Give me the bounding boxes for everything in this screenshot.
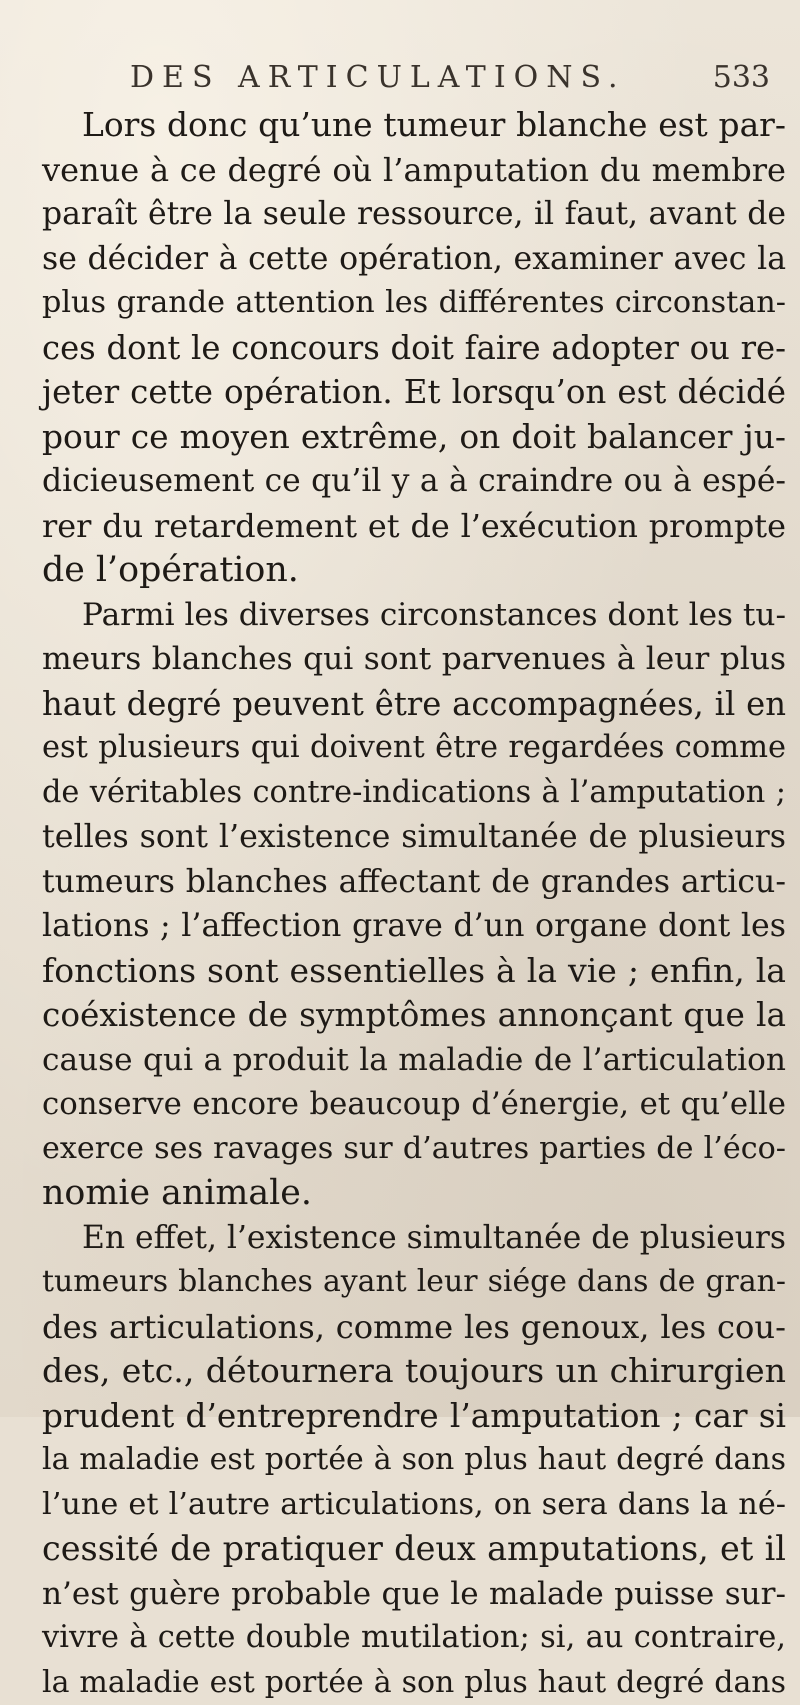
text-line: n’est guère probable que le malade puisse sur- bbox=[42, 1572, 786, 1617]
text-line: vivre à cette double mutilation; si, au contraire, bbox=[42, 1616, 786, 1661]
text-line: En effet, l’existence simultanée de plusieurs bbox=[42, 1216, 786, 1261]
text-line: la maladie est portée à son plus haut degré dans bbox=[42, 1661, 786, 1705]
page-number: 533 bbox=[713, 60, 770, 95]
text-line: fonctions sont essentielles à la vie ; enfin, la bbox=[42, 949, 786, 994]
text-line: exerce ses ravages sur d’autres parties de l’éco- bbox=[42, 1127, 786, 1172]
text-line: paraît être la seule ressource, il faut, avant de bbox=[42, 192, 786, 237]
paragraph bbox=[42, 1216, 786, 1705]
text-line: nomie animale. bbox=[42, 1171, 786, 1216]
text-line: cause qui a produit la maladie de l’articulation bbox=[42, 1038, 786, 1083]
text-line: de l’opération. bbox=[42, 548, 786, 593]
text-line: dicieusement ce qu’il y a à craindre ou à espé- bbox=[42, 459, 786, 504]
text-line: Lors donc qu’une tumeur blanche est par- bbox=[42, 103, 786, 148]
text-line: des, etc., détournera toujours un chirurgien bbox=[42, 1349, 786, 1394]
text-line: est plusieurs qui doivent être regardées comme bbox=[42, 726, 786, 771]
text-line: jeter cette opération. Et lorsqu’on est décidé bbox=[42, 370, 786, 415]
text-line: tumeurs blanches affectant de grandes articu- bbox=[42, 860, 786, 905]
text-line: Parmi les diverses circonstances dont les tu- bbox=[42, 593, 786, 638]
text-line: des articulations, comme les genoux, les cou- bbox=[42, 1305, 786, 1350]
text-line: venue à ce degré où l’amputation du membre bbox=[42, 148, 786, 193]
paragraph bbox=[42, 593, 786, 1216]
text-line: de véritables contre-indications à l’amputation ; bbox=[42, 771, 786, 816]
text-line: plus grande attention les différentes circonstan- bbox=[42, 281, 786, 326]
text-line: tumeurs blanches ayant leur siége dans de gran- bbox=[42, 1260, 786, 1305]
text-line: haut degré peuvent être accompagnées, il en bbox=[42, 682, 786, 727]
page-header bbox=[130, 60, 770, 100]
text-line: cessité de pratiquer deux amputations, et il bbox=[42, 1527, 786, 1572]
text-line: se décider à cette opération, examiner avec la bbox=[42, 237, 786, 282]
running-head: DES ARTICULATIONS. bbox=[130, 60, 626, 95]
text-line: meurs blanches qui sont parvenues à leur plus bbox=[42, 637, 786, 682]
text-line: ces dont le concours doit faire adopter ou re- bbox=[42, 326, 786, 371]
body-text bbox=[42, 103, 786, 1705]
text-line: pour ce moyen extrême, on doit balancer ju- bbox=[42, 415, 786, 460]
text-line: rer du retardement et de l’exécution prompte bbox=[42, 504, 786, 549]
text-line: lations ; l’affection grave d’un organe dont les bbox=[42, 904, 786, 949]
text-line: l’une et l’autre articulations, on sera dans la né- bbox=[42, 1483, 786, 1528]
text-line: telles sont l’existence simultanée de plusieurs bbox=[42, 815, 786, 860]
text-line: la maladie est portée à son plus haut degré dans bbox=[42, 1438, 786, 1483]
paragraph bbox=[42, 103, 786, 593]
text-line: prudent d’entreprendre l’amputation ; car si bbox=[42, 1394, 786, 1439]
text-line: coéxistence de symptômes annonçant que la bbox=[42, 993, 786, 1038]
text-line: conserve encore beaucoup d’énergie, et qu’elle bbox=[42, 1082, 786, 1127]
